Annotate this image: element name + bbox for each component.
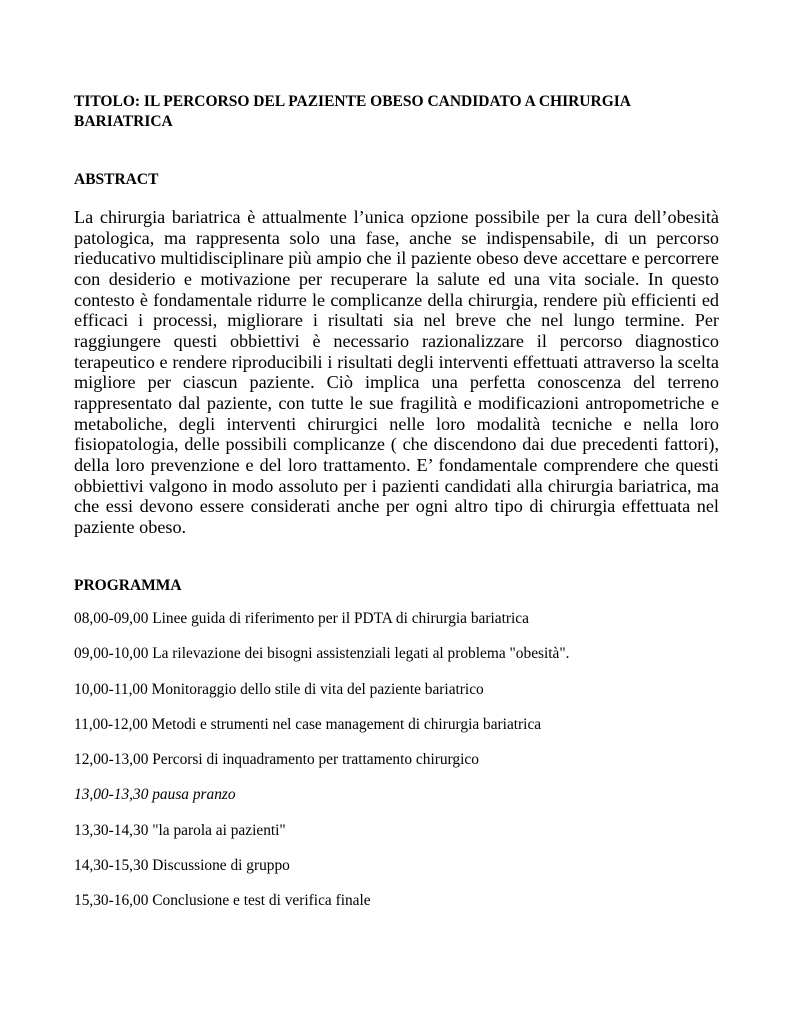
program-item-1100: 11,00-12,00 Metodi e strumenti nel case management di chirurgia bariatrica — [74, 715, 542, 733]
program-item-0800: 08,00-09,00 Linee guida di riferimento per il PDTA di chirurgia bariatrica — [74, 610, 529, 627]
program-list — [74, 609, 719, 927]
document-title: TITOLO: IL PERCORSO DEL PAZIENTE OBESO CANDIDATO A CHIRURGIA BARIATRICA — [74, 93, 631, 130]
program-item-0900: 09,00-10,00 La rilevazione dei bisogni assistenziali legati al problema "obesità". — [74, 645, 570, 663]
program-item-lunch-break: 13,00-13,30 pausa pranzo — [74, 786, 236, 804]
abstract-heading: ABSTRACT — [74, 171, 159, 188]
program-item-1000: 10,00-11,00 Monitoraggio dello stile di vita del paziente bariatrico — [74, 680, 484, 698]
program-heading: PROGRAMMA — [74, 577, 182, 594]
program-item-1530: 15,30-16,00 Conclusione e test di verifica finale — [74, 892, 371, 910]
program-item-1200: 12,00-13,00 Percorsi di inquadramento per trattamento chirurgico — [74, 751, 479, 769]
abstract-text: La chirurgia bariatrica è attualmente l’unica opzione possibile per la cura dell’obesità patologica, ma rappresenta solo una fase, anche se indispensabile, di un percorso rieducativo multidisciplinare più ampio che il paziente obeso deve accettare e percorrere con desiderio e motivazione per recuperare la salute ed una vita sociale. In questo contesto è fondamentale ridurre le complicanze della chirurgia, rendere più efficienti ed efficaci i processi, migliorare i risultati sia nel breve che nel lungo termine. Per raggiungere questi obbiettivi è necessario razionalizzare il percorso diagnostico terapeutico e rendere riproducibili i risultati degli interventi effettuati attraverso la scelta migliore per ciascun paziente. Ciò implica una perfetta conoscenza del terreno rappresentato dal paziente, con tutte le sue fragilità e modificazioni antropometriche e metaboliche, degli interventi chirurgici nelle loro modalità tecniche e nella loro fisiopatologia, delle possibili complicanze ( che discendono dai due precedenti fattori), della loro prevenzione e del loro trattamento. E’ fondamentale comprendere che questi obbiettivi valgono in modo assoluto per i pazienti candidati alla chirurgia bariatrica, ma che essi devono essere considerati anche per ogni altro tipo di chirurgia effettuata nel paziente obeso. — [74, 207, 719, 537]
program-item-1330: 13,30-14,30 "la parola ai pazienti" — [74, 821, 286, 839]
program-item-1430: 14,30-15,30 Discussione di gruppo — [74, 857, 290, 875]
